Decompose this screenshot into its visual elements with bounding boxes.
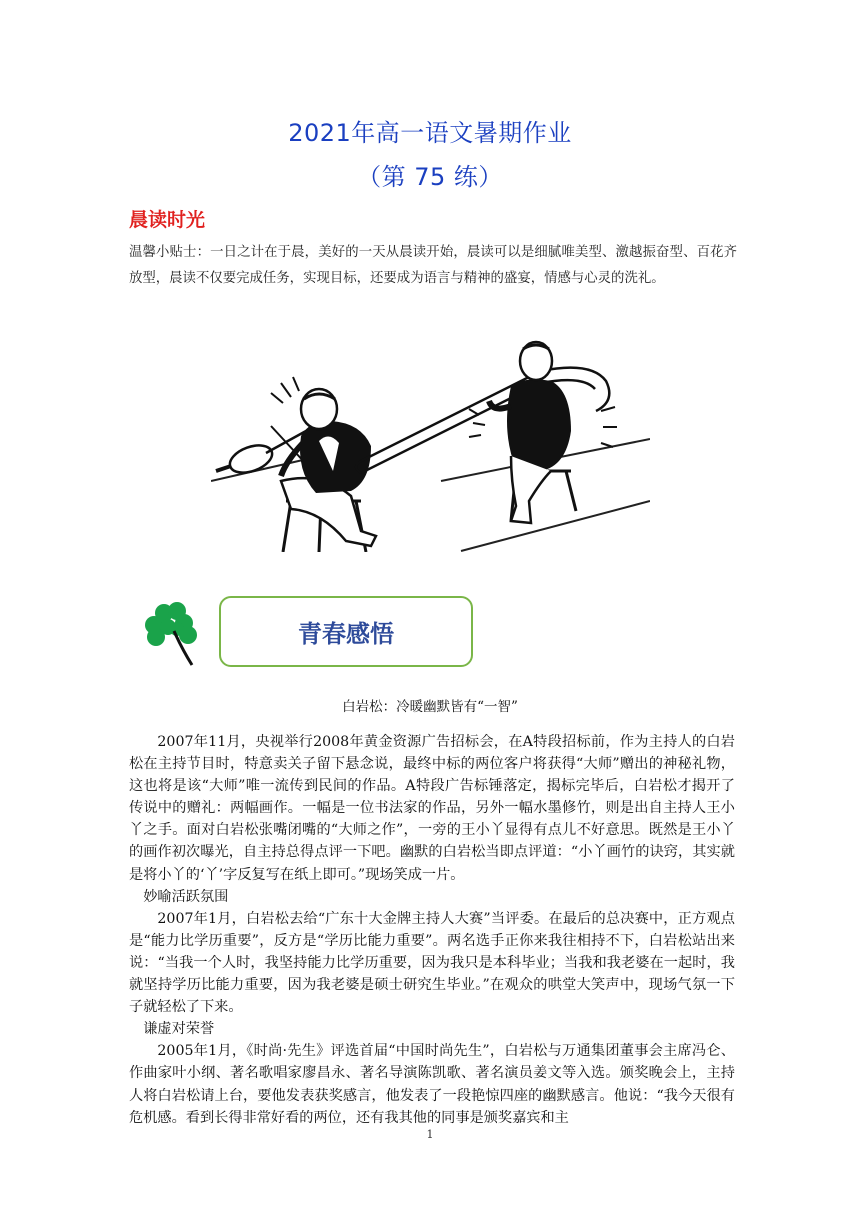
article-paragraph: 2007年1月，白岩松去给“广东十大金牌主持人大赛”当评委。在最后的总决赛中，正方观点是“能力比学历重要”，反方是“学历比能力重要”。两名选手正你来我往相持不下，白岩松站出来说：“当我一个人时，我坚持能力比学历重要，因为我只是本科毕业；当我和我老婆在一起时，我就坚持学历比能力重要，因为我老婆是硕士研究生毕业。”在观众的哄堂大笑声中，现场气氛一下子就轻松了下来。	[129, 910, 735, 1016]
article-subheading: 妙喻活跃氛围	[143, 888, 229, 905]
clover-icon	[144, 601, 200, 667]
cartoon-illustration	[211, 331, 650, 552]
article-title: 白岩松：冷暖幽默皆有“一智”	[342, 699, 518, 715]
section-heading-morning-reading: 晨读时光	[129, 209, 206, 231]
article-body	[129, 731, 735, 1129]
reading-tip: 温馨小贴士：一日之计在于晨，美好的一天从晨读开始，晨读可以是细腻唯美型、激越振奋型、百花齐放型，晨读不仅要完成任务，实现目标，还要成为语言与精神的盛宴，情感与心灵的洗礼。	[129, 245, 737, 286]
banner-label: 青春感悟	[298, 620, 394, 648]
page-subtitle: （第 75 练）	[357, 163, 503, 191]
article-paragraph: 2007年11月，央视举行2008年黄金资源广告招标会，在A特段招标前，作为主持人的白岩松在主持节目时，特意卖关子留下悬念说，最终中标的两位客户将获得“大师”赠出的神秘礼物，这也将是该“大师”唯一流传到民间的作品。A特段广告标锤落定，揭标完毕后，白岩松才揭开了传说中的赠礼：两幅画作。一幅是一位书法家的作品，另外一幅水墨修竹，则是出自主持人王小丫之手。面对白岩松张嘴闭嘴的“大师之作”，一旁的王小丫显得有点儿不好意思。既然是王小丫的画作初次曝光，自主持总得点评一下吧。幽默的白岩松当即点评道：“小丫画竹的诀窍，其实就是将小丫的‘丫’字反复写在纸上即可。”现场笑成一片。	[129, 734, 735, 883]
section-banner-youth-insight	[219, 596, 473, 667]
article-subheading: 谦虚对荣誉	[143, 1021, 215, 1038]
article-paragraph: 2005年1月，《时尚·先生》评选首届“中国时尚先生”，白岩松与万通集团董事会主席冯仑、作曲家叶小纲、著名歌唱家廖昌永、著名导演陈凯歌、著名演员姜文等入选。颁奖晚会上，主持人将白岩松请上台，要他发表获奖感言，他发表了一段艳惊四座的幽默感言。他说：“我今天很有危机感。看到长得非常好看的两位，还有我其他的同事是颁奖嘉宾和主	[129, 1043, 735, 1126]
page-number: 1	[426, 1128, 434, 1141]
page-title: 2021年高一语文暑期作业	[288, 119, 572, 147]
